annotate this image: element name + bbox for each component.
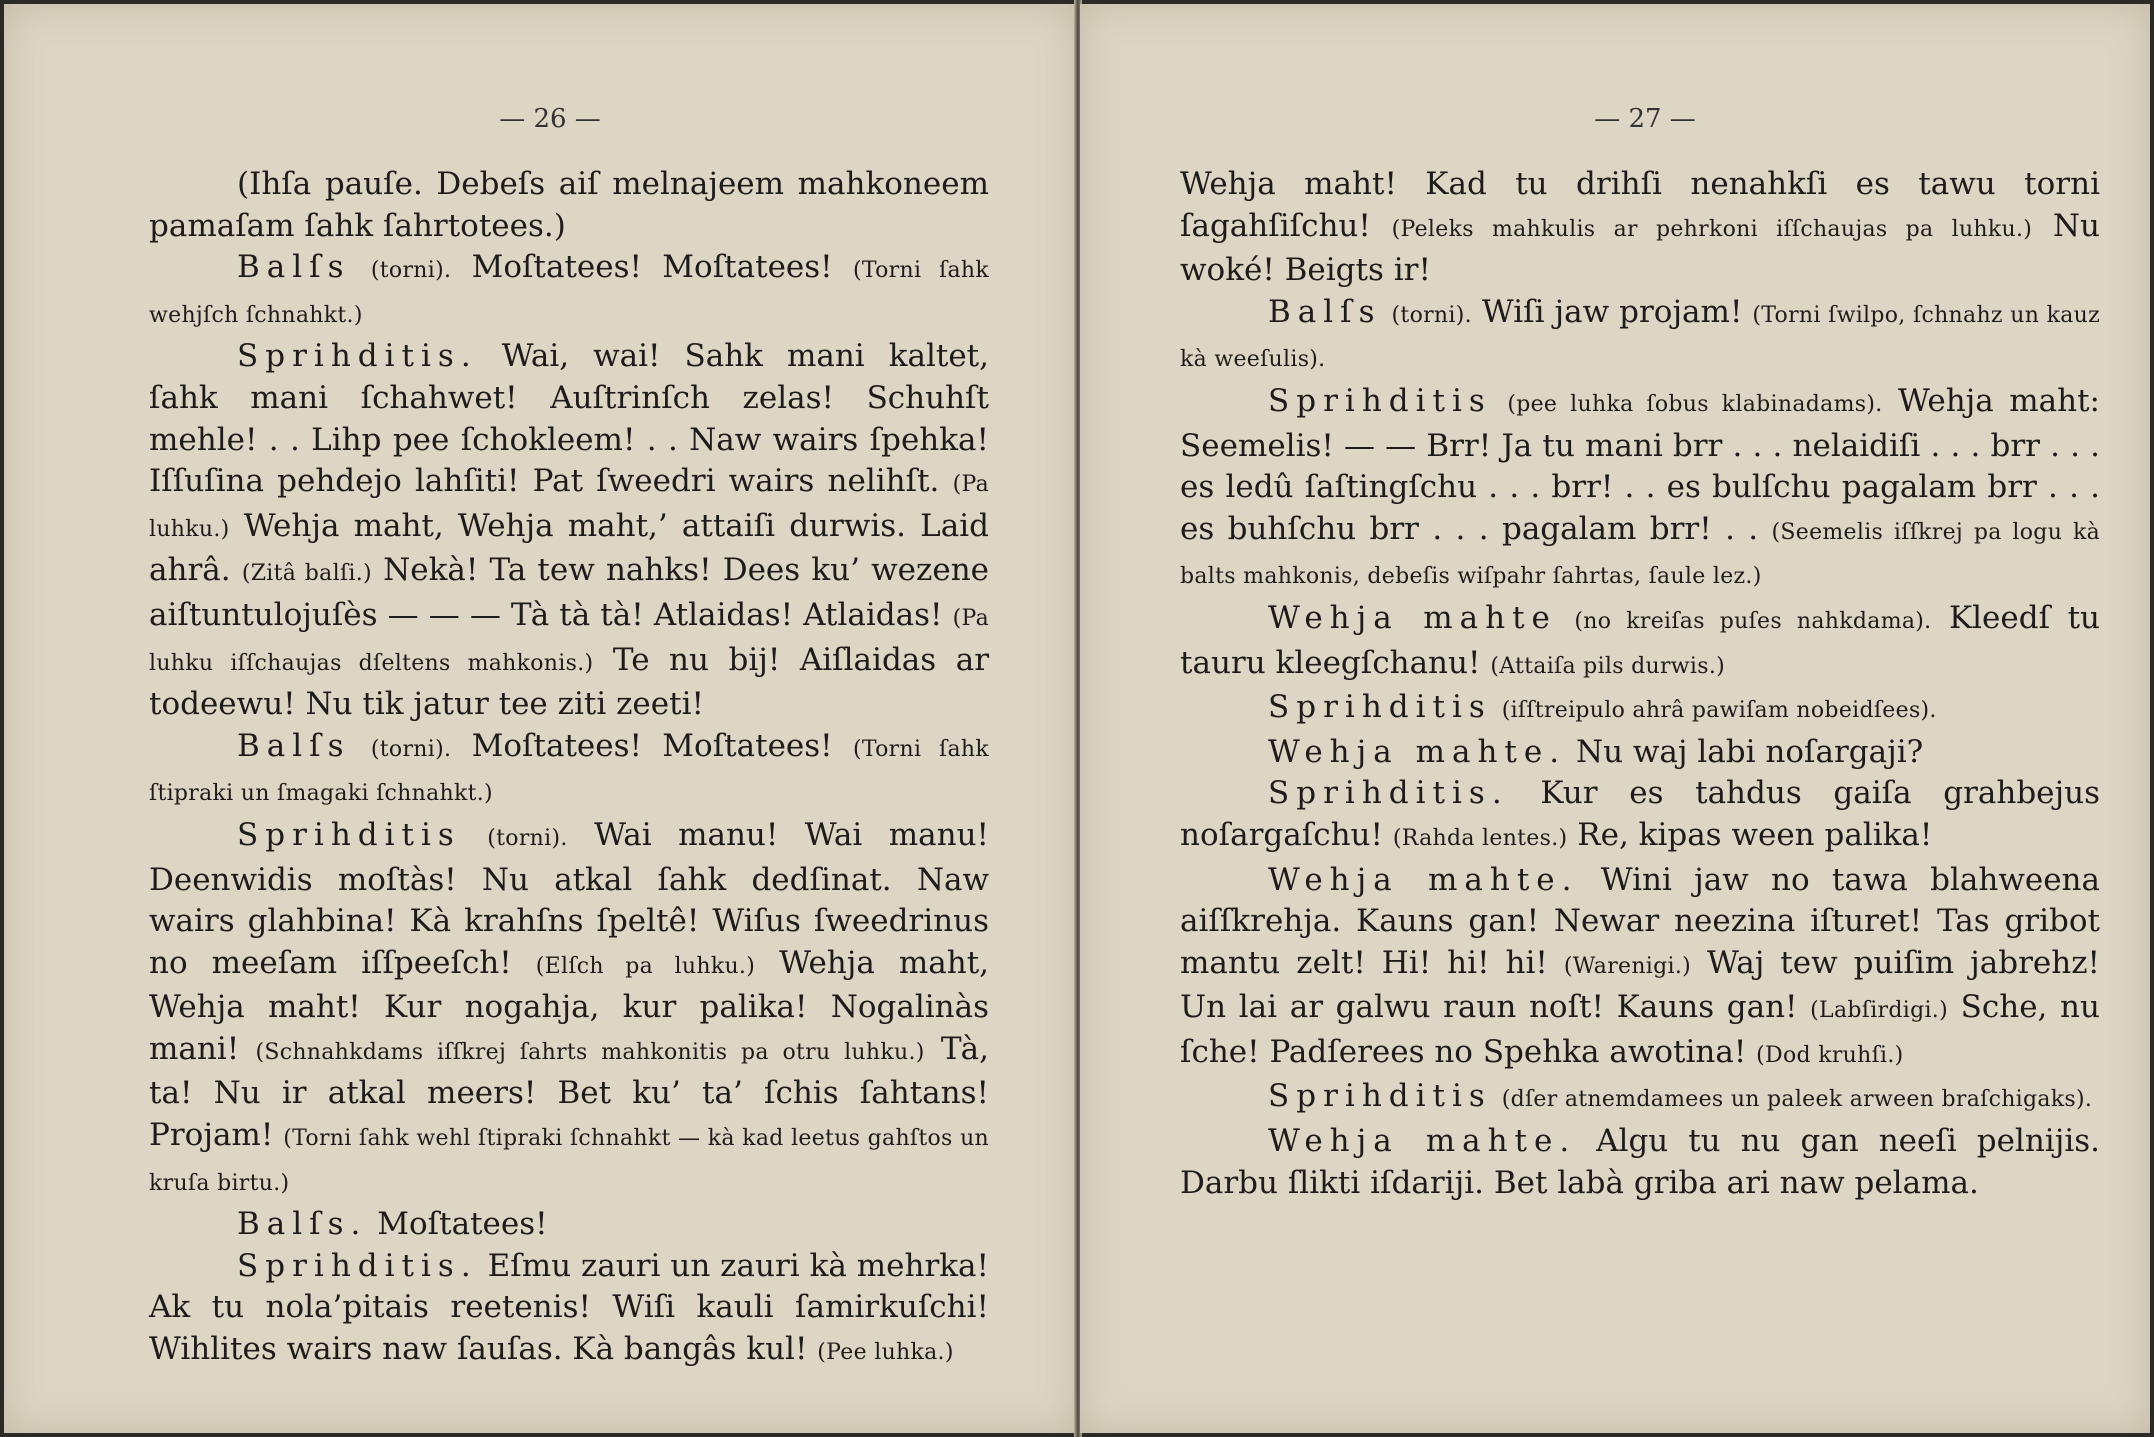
stage-direction: (Torni ſwilpo, ſchnahz un kauz kà weeſulis). — [1180, 302, 2100, 373]
dialogue-text: Moſtatees! — [377, 1206, 548, 1243]
paragraph — [1180, 598, 2100, 687]
paragraph — [1180, 860, 2100, 1077]
stage-direction: (Pee luhka.) — [817, 1340, 954, 1366]
paragraph — [1180, 1076, 2100, 1121]
dialogue-text: Moſtatees! Moſtatees! — [471, 727, 833, 764]
speaker-name: Sprihditis — [1268, 1078, 1492, 1115]
paragraph — [149, 815, 989, 1204]
paragraph — [149, 1246, 989, 1374]
stage-direction: (Dod kruhſi.) — [1756, 1042, 1904, 1068]
page-number: — 26 — — [499, 104, 601, 134]
stage-direction: (no kreiſas puſes nahkdama). — [1574, 608, 1932, 634]
page-text — [1180, 164, 2100, 1204]
speaker-name: Wehja mahte — [1268, 599, 1557, 636]
paragraph — [149, 164, 989, 247]
speaker-name: Sprihditis. — [1268, 775, 1509, 812]
dialogue-text: Nekà! Ta tew nahks! Dees ku’ wezene aiſtuntulojuſès — — — Tà tà tà! Atlaidas! Atlaidas! — [149, 552, 990, 633]
stage-direction: (Rahda lentes.) — [1392, 825, 1568, 851]
dialogue-text: Kur es tahdus gaiſa grahbejus noſargaſchu! — [1180, 775, 2100, 853]
stage-direction: (torni). — [370, 258, 452, 284]
speaker-name: Wehja mahte. — [1268, 861, 1579, 898]
stage-direction: (Peleks mahkulis ar pehrkoni iſſchaujas pa luhku.) — [1391, 216, 2033, 242]
page-number: — 27 — — [1594, 104, 1696, 134]
dialogue-text: Wai manu! Wai manu! Deenwidis moſtàs! Nu atkal ſahk dedſinat. Naw wairs glahbina! Kà krahſns ſpeltê! Wiſus ſweedrinus no meeſam iſſpeeſch! — [149, 816, 990, 981]
dialogue-text: Wehja maht! Kad tu drihſi nenahkſi es tawu torni ſagahſiſchu! — [1180, 166, 2100, 244]
stage-direction: (Schnahkdams iſſkrej ſahrts mahkonitis pa otru luhku.) — [255, 1039, 925, 1065]
stage-direction: (Warenigi.) — [1563, 953, 1692, 979]
dialogue-text: Algu tu nu gan neeſi pelnijis. Darbu ſlikti iſdariji. Bet labà griba ari naw pelama. — [1180, 1123, 2100, 1201]
stage-direction: (Seemelis iſſkrej pa logu kà balts mahkonis, debeſis wiſpahr ſahrtas, ſaule lez.) — [1180, 519, 2101, 590]
speaker-name: Wehja mahte. — [1268, 1123, 1577, 1160]
speaker-name: Balſs — [237, 249, 351, 286]
dialogue-text: Nu woké! Beigts ir! — [1180, 207, 2100, 289]
paragraph — [1180, 1121, 2100, 1204]
stage-direction: (torni). — [487, 825, 568, 851]
dialogue-text: (Ihſa pauſe. Debeſs aiſ melnajeem mahkoneem pamaſam ſahk ſahrtotees.) — [149, 166, 989, 244]
paragraph — [1180, 773, 2100, 859]
dialogue-text: Te nu bij! Aiſlaidas ar todeewu! Nu tik jatur tee ziti zeeti! — [149, 641, 990, 723]
stage-direction: (Attaiſa pils durwis.) — [1490, 653, 1726, 679]
dialogue-text: Sche, nu ſche! Padſerees no Spehka awotina! — [1180, 989, 2100, 1070]
stage-direction: (Torni ſahk wehjſch ſchnahkt.) — [149, 258, 990, 328]
dialogue-text: Wini jaw no tawa blahweena aiſſkrehja. Kauns gan! Newar neezina iſturet! Tas gribot mantu zelt! Hi! hi! hi! — [1180, 861, 2101, 981]
dialogue-text: Tà, ta! Nu ir atkal meers! Bet ku’ ta’ ſchis ſahtans! Projam! — [149, 1030, 989, 1154]
stage-direction: (Torni ſahk wehl ſtipraki ſchnahkt — kà kad leetus gahſtos un kruſa birtu.) — [149, 1126, 990, 1196]
paragraph — [1180, 687, 2100, 732]
dialogue-text: Wiſi jaw projam! — [1481, 293, 1743, 330]
page-text — [149, 164, 989, 1374]
stage-direction: (torni). — [1391, 302, 1472, 328]
speaker-name: Sprihditis — [1268, 689, 1492, 726]
dialogue-text: Eſmu zauri un zauri kà mehrka! Ak tu nola’pitais reetenis! Wiſi kauli ſamirkuſchi! Wihlites wairs naw ſauſas. Kà bangâs kul! — [149, 1247, 989, 1368]
stage-direction: (Pa luhku iſſchaujas dſeltens mahkonis.) — [149, 605, 989, 676]
dialogue-text: Wai, wai! Sahk mani kaltet, ſahk mani ſchahwet! Auſtrinſch zelas! Schuhſt mehle! . . Lihp pee ſchokleem! . . Naw wairs ſpehka! Iſſuſina pehdejo lahſiti! Pat ſweedri wairs nelihſt. — [149, 338, 989, 500]
dialogue-text: Re, kipas ween palika! — [1577, 816, 1933, 853]
speaker-name: Balſs — [237, 727, 351, 764]
stage-direction: (iſſtreipulo ahrâ pawiſam nobeidſees). — [1501, 698, 1937, 724]
stage-direction: (torni). — [370, 736, 452, 762]
speaker-name: Balſs — [1268, 293, 1382, 330]
dialogue-text: Nu waj labi noſargaji? — [1575, 733, 1924, 770]
speaker-name: Sprihditis. — [237, 1247, 478, 1284]
speaker-name: Sprihditis. — [237, 338, 478, 375]
paragraph — [149, 1204, 989, 1246]
dialogue-text: Wehja maht, Wehja maht,’ attaiſi durwis. Laid ahrâ. — [149, 507, 989, 589]
stage-direction: (Torni ſahk ſtipraki un ſmagaki ſchnahkt.) — [149, 736, 990, 807]
stage-direction: (Elſch pa luhku.) — [535, 953, 756, 979]
dialogue-text: Wehja maht, Wehja maht! Kur nogahja, kur palika! Nogalinàs mani! — [149, 944, 990, 1067]
paragraph — [1180, 164, 2100, 292]
paragraph — [1180, 292, 2100, 381]
paragraph — [1180, 732, 2100, 774]
paragraph — [149, 726, 989, 815]
stage-direction: (Zitâ balſi.) — [241, 561, 372, 587]
paragraph — [1180, 381, 2100, 598]
dialogue-text: Waj tew puiſim jabrehz! Un lai ar galwu raun noſt! Kauns gan! — [1180, 944, 2101, 1026]
stage-direction: (dſer atnemdamees un paleek arween braſchigaks). — [1501, 1087, 2093, 1113]
stage-direction: (Pa luhku.) — [149, 472, 989, 542]
paragraph — [149, 336, 989, 725]
paragraph — [149, 247, 989, 336]
speaker-name: Balſs. — [237, 1206, 368, 1243]
dialogue-text: Wehja maht: Seemelis! — — Brr! Ja tu mani brr . . . nelaidiſi . . . brr . . . es ledû ſaſtingſchu . . . brr! . . es bulſchu pagalam brr . . . es buhſchu brr . . . pagalam brr! . . — [1180, 382, 2100, 547]
speaker-name: Sprihditis — [237, 816, 461, 853]
speaker-name: Wehja mahte. — [1268, 733, 1567, 770]
left-page — [4, 4, 1076, 1433]
dialogue-text: Moſtatees! Moſtatees! — [471, 249, 833, 286]
speaker-name: Sprihditis — [1268, 382, 1492, 419]
dialogue-text: Kleedſ tu tauru kleegſchanu! — [1180, 599, 2100, 681]
right-page — [1080, 4, 2150, 1433]
stage-direction: (Labſirdigi.) — [1810, 998, 1948, 1024]
stage-direction: (pee luhka ſobus klabinadams). — [1507, 391, 1883, 417]
